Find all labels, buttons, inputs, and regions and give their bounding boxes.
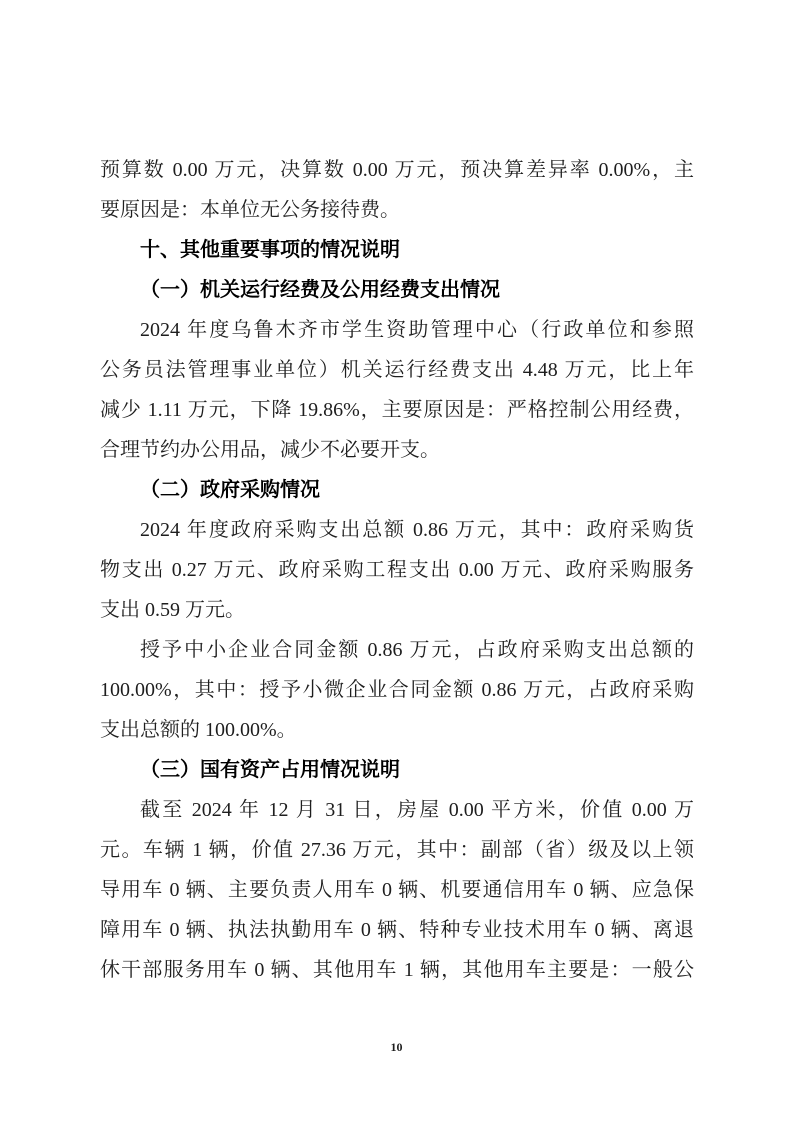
document-content xyxy=(100,150,694,990)
body-line: 减少 1.11 万元，下降 19.86%，主要原因是：严格控制公用经费， xyxy=(100,399,694,421)
subsection-heading: （一）机关运行经费及公用经费支出情况 xyxy=(140,279,500,301)
body-line: 2024 年度政府采购支出总额 0.86 万元，其中：政府采购货 xyxy=(140,519,694,541)
page-footer xyxy=(0,1038,793,1062)
body-line: 100.00%，其中：授予小微企业合同金额 0.86 万元，占政府采购 xyxy=(100,679,694,701)
body-line: 要原因是：本单位无公务接待费。 xyxy=(100,199,400,221)
body-line: 障用车 0 辆、执法执勤用车 0 辆、特种专业技术用车 0 辆、离退 xyxy=(100,919,694,941)
body-line: 导用车 0 辆、主要负责人用车 0 辆、机要通信用车 0 辆、应急保 xyxy=(100,879,694,901)
body-line: 截至 2024 年 12 月 31 日，房屋 0.00 平方米，价值 0.00 万 xyxy=(140,799,694,821)
body-line: 公务员法管理事业单位）机关运行经费支出 4.48 万元，比上年 xyxy=(100,359,694,381)
body-line: 元。车辆 1 辆，价值 27.36 万元，其中：副部（省）级及以上领 xyxy=(100,839,694,861)
subsection-heading: （二）政府采购情况 xyxy=(140,479,320,501)
body-line: 2024 年度乌鲁木齐市学生资助管理中心（行政单位和参照 xyxy=(140,319,694,341)
body-line: 支出总额的 100.00%。 xyxy=(100,719,297,741)
body-line: 预算数 0.00 万元，决算数 0.00 万元，预决算差异率 0.00%，主 xyxy=(100,159,694,181)
body-line: 合理节约办公用品，减少不必要开支。 xyxy=(100,439,440,461)
body-line: 授予中小企业合同金额 0.86 万元，占政府采购支出总额的 xyxy=(140,639,694,661)
page-number: 10 xyxy=(390,1040,403,1054)
section-heading: 十、其他重要事项的情况说明 xyxy=(140,239,400,261)
body-line: 物支出 0.27 万元、政府采购工程支出 0.00 万元、政府采购服务 xyxy=(100,559,694,581)
body-line: 支出 0.59 万元。 xyxy=(100,599,245,621)
body-line: 休干部服务用车 0 辆、其他用车 1 辆，其他用车主要是：一般公 xyxy=(100,959,694,981)
subsection-heading: （三）国有资产占用情况说明 xyxy=(140,759,400,781)
